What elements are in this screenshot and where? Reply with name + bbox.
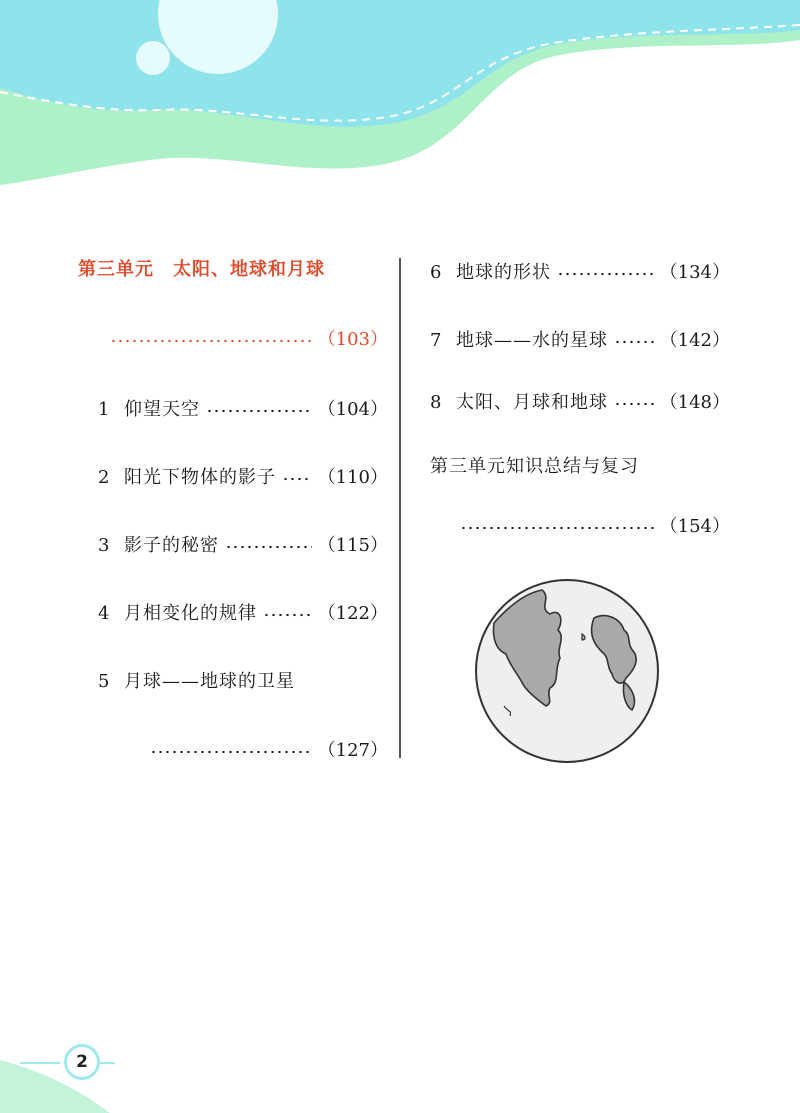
review-title-row[interactable] <box>430 452 730 478</box>
toc-entry-8[interactable] <box>430 388 730 414</box>
toc-entry-3[interactable] <box>98 531 388 557</box>
review-title: 第三单元知识总结与复习 <box>430 456 639 477</box>
toc-entry-5[interactable] <box>98 667 388 693</box>
entry-number: 5 <box>98 671 111 692</box>
footer-decoration <box>0 1000 200 1113</box>
entry-title: 阳光下物体的影子 <box>124 467 276 488</box>
column-divider <box>399 258 401 758</box>
dot-leader <box>282 477 312 481</box>
entry-title: 太阳、月球和地球 <box>456 392 608 413</box>
header-decoration <box>0 0 800 200</box>
unit-heading: 第三单元 太阳、地球和月球 <box>78 259 325 280</box>
toc-entry-6[interactable] <box>430 258 730 284</box>
moon-illustration-icon <box>474 578 660 764</box>
review-page-row[interactable] <box>454 512 730 538</box>
entry-number: 7 <box>430 330 443 351</box>
dot-leader <box>263 613 312 617</box>
entry-number: 3 <box>98 535 111 556</box>
unit-page-number: （103） <box>317 329 388 350</box>
entry-page: （122） <box>317 603 388 624</box>
dot-leader <box>150 750 312 754</box>
dot-leader <box>460 526 654 530</box>
entry-title: 月相变化的规律 <box>124 603 257 624</box>
entry-page: （142） <box>659 330 730 351</box>
entry-number: 2 <box>98 467 111 488</box>
dot-leader <box>614 402 654 406</box>
entry-page: （110） <box>317 467 388 488</box>
entry-number: 4 <box>98 603 111 624</box>
page-number: 2 <box>64 1044 100 1080</box>
toc-entry-1[interactable] <box>98 395 388 421</box>
entry-page: （127） <box>317 740 388 761</box>
entry-title: 地球的形状 <box>456 262 551 283</box>
entry-number: 1 <box>98 399 111 420</box>
entry-number: 8 <box>430 392 443 413</box>
entry-title: 月球——地球的卫星 <box>124 671 295 692</box>
unit-page-row[interactable] <box>104 325 388 351</box>
dot-leader <box>206 409 312 413</box>
dot-leader <box>614 340 654 344</box>
toc-entry-2[interactable] <box>98 463 388 489</box>
entry-page: （134） <box>659 262 730 283</box>
dot-leader <box>557 272 654 276</box>
toc-entry-5-page-row[interactable] <box>144 736 388 762</box>
entry-page: （104） <box>317 399 388 420</box>
entry-number: 6 <box>430 262 443 283</box>
dot-leader <box>225 545 312 549</box>
entry-title: 影子的秘密 <box>124 535 219 556</box>
entry-title: 地球——水的星球 <box>456 330 608 351</box>
entry-title: 仰望天空 <box>124 399 200 420</box>
unit-heading-row[interactable] <box>78 255 388 281</box>
toc-entry-7[interactable] <box>430 326 730 352</box>
review-page: （154） <box>659 516 730 537</box>
toc-entry-4[interactable] <box>98 599 388 625</box>
dot-leader <box>110 339 312 343</box>
entry-page: （148） <box>659 392 730 413</box>
entry-page: （115） <box>317 535 388 556</box>
